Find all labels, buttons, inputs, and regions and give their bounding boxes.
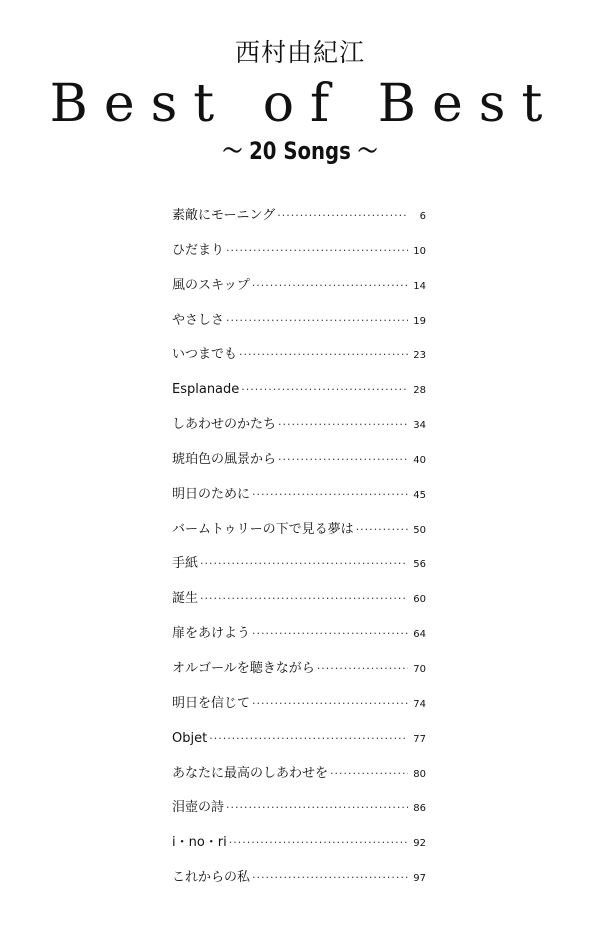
- dot-leader: [356, 515, 408, 545]
- toc-entry-title: しあわせのかたち: [172, 417, 277, 433]
- toc-entry-title: 琥珀色の風景から: [172, 451, 277, 467]
- dot-leader: [226, 306, 408, 336]
- toc-entry: [172, 306, 426, 341]
- toc-entry-page: 50: [413, 524, 426, 536]
- toc-entry-title: 明日のために: [172, 486, 251, 502]
- toc-entry: [172, 828, 426, 863]
- toc-entry-title: これからの私: [172, 870, 251, 886]
- toc-entry: [172, 201, 426, 236]
- toc-entry: [172, 480, 426, 515]
- toc-entry-title: 手紙: [172, 556, 199, 572]
- toc-entry: [172, 549, 426, 584]
- toc-entry-page: 77: [413, 733, 426, 745]
- dot-leader: [252, 689, 408, 719]
- dot-leader: [200, 584, 408, 614]
- toc-entry-page: 10: [413, 245, 426, 257]
- dot-leader: [252, 480, 408, 510]
- toc-entry-page: 23: [413, 350, 426, 362]
- toc-entry-title: i・no・ri: [172, 835, 227, 851]
- toc-entry-page: 19: [413, 315, 426, 327]
- dot-leader: [209, 724, 408, 754]
- toc-entry-page: 60: [413, 594, 426, 606]
- toc-entry: [172, 340, 426, 375]
- toc-entry-title: 泪壺の詩: [172, 800, 225, 816]
- toc-entry-title: やさしさ: [172, 312, 225, 328]
- dot-leader: [252, 619, 408, 649]
- toc-entry: [172, 689, 426, 724]
- dot-leader: [317, 654, 408, 684]
- toc-entry-title: 誕生: [172, 591, 199, 607]
- dot-leader: [200, 549, 408, 579]
- toc-entry-page: 6: [419, 211, 426, 222]
- toc-entry-title: 明日を信じて: [172, 695, 251, 711]
- artist-name: 西村由紀江: [234, 38, 365, 67]
- album-subtitle: ～ 20 Songs ～: [222, 137, 378, 165]
- dot-leader: [277, 201, 408, 231]
- toc-entry-page: 34: [413, 420, 426, 432]
- dot-leader: [278, 410, 408, 440]
- toc-entry-page: 80: [413, 768, 426, 780]
- toc-entry-page: 45: [413, 489, 426, 501]
- dot-leader: [226, 793, 408, 823]
- toc-entry-page: 64: [413, 629, 426, 641]
- toc-entry-title: バームトゥリーの下で見る夢は: [172, 521, 354, 537]
- toc-entry-page: 14: [413, 280, 426, 292]
- toc-entry: [172, 515, 426, 550]
- dot-leader: [252, 863, 408, 893]
- toc-entry-page: 40: [413, 454, 426, 466]
- toc-entry-title: Objet: [172, 730, 208, 746]
- toc-entry: [172, 759, 426, 794]
- dot-leader: [252, 271, 408, 301]
- album-title: Best of Best: [49, 74, 559, 134]
- toc-entry-title: Esplanade: [172, 382, 240, 398]
- dot-leader: [330, 759, 408, 789]
- toc-entry-page: 86: [413, 803, 426, 815]
- toc-entry: [172, 654, 426, 689]
- toc-entry: [172, 793, 426, 828]
- table-of-contents: [172, 201, 426, 898]
- toc-entry: [172, 236, 426, 271]
- toc-entry-page: 28: [413, 385, 426, 397]
- toc-entry-title: 素敵にモーニング: [172, 208, 276, 223]
- toc-entry: [172, 271, 426, 306]
- toc-entry-title: 扉をあけよう: [172, 626, 251, 642]
- toc-entry-title: 風のスキップ: [172, 277, 250, 293]
- dot-leader: [239, 340, 408, 370]
- toc-entry-title: オルゴールを聴きながら: [172, 660, 315, 676]
- toc-entry: [172, 619, 426, 654]
- toc-entry-title: ひだまり: [172, 242, 225, 258]
- toc-entry-page: 56: [413, 559, 426, 571]
- toc-entry-title: いつまでも: [172, 347, 238, 363]
- toc-entry: [172, 584, 426, 619]
- toc-entry: [172, 863, 426, 898]
- dot-leader: [241, 375, 408, 405]
- toc-entry-page: 70: [413, 663, 426, 675]
- toc-entry: [172, 445, 426, 480]
- toc-entry: [172, 724, 426, 759]
- toc-entry-page: 92: [413, 838, 426, 850]
- toc-entry-page: 97: [413, 873, 426, 885]
- dot-leader: [278, 445, 408, 475]
- dot-leader: [229, 828, 408, 858]
- toc-entry: [172, 410, 426, 445]
- toc-entry: [172, 375, 426, 410]
- toc-entry-title: あなたに最高のしあわせを: [172, 765, 329, 781]
- dot-leader: [226, 236, 408, 266]
- toc-entry-page: 74: [413, 698, 426, 710]
